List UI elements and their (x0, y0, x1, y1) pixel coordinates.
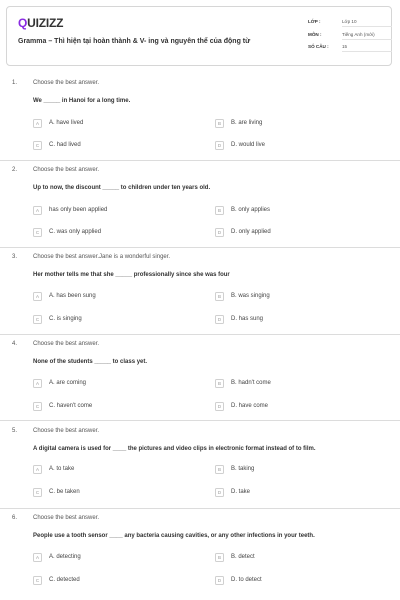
question-instruction: Choose the best answer. (33, 167, 100, 173)
logo-rest: UIZIZZ (27, 16, 64, 30)
question-divider (0, 420, 400, 421)
meta-label: MÔN : (308, 31, 322, 37)
option-text: B. hadn't come (231, 380, 271, 386)
option-text: C. was only applied (49, 229, 102, 235)
question-stem: Her mother tells me that she _____ professionally since she was four (33, 272, 230, 278)
question-number: 3. (12, 254, 18, 260)
option-letter-box: B (215, 206, 224, 215)
question-instruction: Choose the best answer. (33, 428, 100, 434)
option-text: A. detecting (49, 554, 81, 560)
option-text: D. have come (231, 403, 269, 409)
option-letter-box: A (33, 379, 42, 388)
option-letter-box: D (215, 576, 224, 585)
question-divider (0, 508, 400, 509)
option-letter-box: C (33, 576, 42, 585)
question-instruction: Choose the best answer.Jane is a wonderful singer. (33, 254, 171, 260)
question-divider (0, 160, 400, 161)
option-text: has only been applied (49, 207, 108, 213)
option-text: A. have lived (49, 120, 84, 126)
option-text: D. to detect (231, 577, 262, 583)
option-letter-box: D (215, 402, 224, 411)
option-letter-box: B (215, 119, 224, 128)
worksheet-header (6, 6, 392, 66)
option-letter-box: D (215, 488, 224, 497)
option-text: C. is singing (49, 316, 82, 322)
option-text: C. haven't come (49, 403, 93, 409)
question-instruction: Choose the best answer. (33, 515, 100, 521)
option-text: C. detected (49, 577, 80, 583)
option-letter-box: D (215, 141, 224, 150)
option-letter-box: A (33, 292, 42, 301)
option-text: B. are living (231, 120, 263, 126)
meta-label: SỐ CÂU : (308, 44, 329, 49)
option-letter-box: C (33, 141, 42, 150)
question-divider (0, 247, 400, 248)
option-letter-box: B (215, 553, 224, 562)
option-letter-box: D (215, 228, 224, 237)
option-letter-box: A (33, 553, 42, 562)
option-text: D. would live (231, 142, 266, 148)
worksheet-meta (308, 16, 392, 54)
option-text: D. only applied (231, 229, 271, 235)
question-stem: We _____ in Hanoi for a long time. (33, 98, 131, 104)
option-text: A. are coming (49, 380, 87, 386)
question-stem: A digital camera is used for ____ the pictures and video clips in electronic format instead of to film. (33, 446, 316, 452)
meta-value: Lớp 10 (342, 19, 357, 24)
logo-initial: Q (18, 16, 28, 30)
meta-underline (342, 26, 392, 27)
option-text: B. only applies (231, 207, 271, 213)
option-text: A. has been sung (49, 293, 96, 299)
quizizz-logo (18, 16, 63, 30)
meta-row-subject (308, 29, 392, 42)
option-letter-box: A (33, 465, 42, 474)
option-letter-box: C (33, 402, 42, 411)
meta-value: 15 (342, 44, 348, 49)
question-stem: People use a tooth sensor ____ any bacteria causing cavities, or any other infections in your teeth. (33, 533, 315, 539)
option-letter-box: B (215, 379, 224, 388)
question-number: 1. (12, 80, 18, 86)
option-letter-box: C (33, 315, 42, 324)
option-letter-box: A (33, 206, 42, 215)
option-text: C. had lived (49, 142, 81, 148)
question-stem: Up to now, the discount _____ to children under ten years old. (33, 185, 211, 191)
option-letter-box: D (215, 315, 224, 324)
option-text: D. has sung (231, 316, 264, 322)
option-text: B. was singing (231, 293, 270, 299)
option-letter-box: B (215, 292, 224, 301)
option-text: A. to take (49, 466, 75, 472)
worksheet-title: Gramma – Thì hiện tại hoàn thành & V- ing và nguyên thể của động từ (18, 38, 251, 45)
question-divider (0, 334, 400, 335)
question-stem: None of the students _____ to class yet. (33, 359, 148, 365)
option-text: D. take (231, 489, 251, 495)
question-instruction: Choose the best answer. (33, 80, 100, 86)
question-number: 4. (12, 341, 18, 347)
question-instruction: Choose the best answer. (33, 341, 100, 347)
option-text: C. be taken (49, 489, 80, 495)
meta-underline (342, 51, 392, 52)
question-number: 6. (12, 515, 18, 521)
meta-row-class (308, 16, 392, 29)
option-text: B. detect (231, 554, 255, 560)
question-number: 5. (12, 428, 18, 434)
option-letter-box: B (215, 465, 224, 474)
option-letter-box: A (33, 119, 42, 128)
meta-label: LỚP : (308, 19, 321, 24)
meta-underline (342, 39, 392, 40)
option-text: B. taking (231, 466, 255, 472)
question-number: 2. (12, 167, 18, 173)
meta-row-count (308, 41, 392, 54)
meta-value: Tiếng Anh (mới) (342, 31, 375, 37)
option-letter-box: C (33, 228, 42, 237)
option-letter-box: C (33, 488, 42, 497)
